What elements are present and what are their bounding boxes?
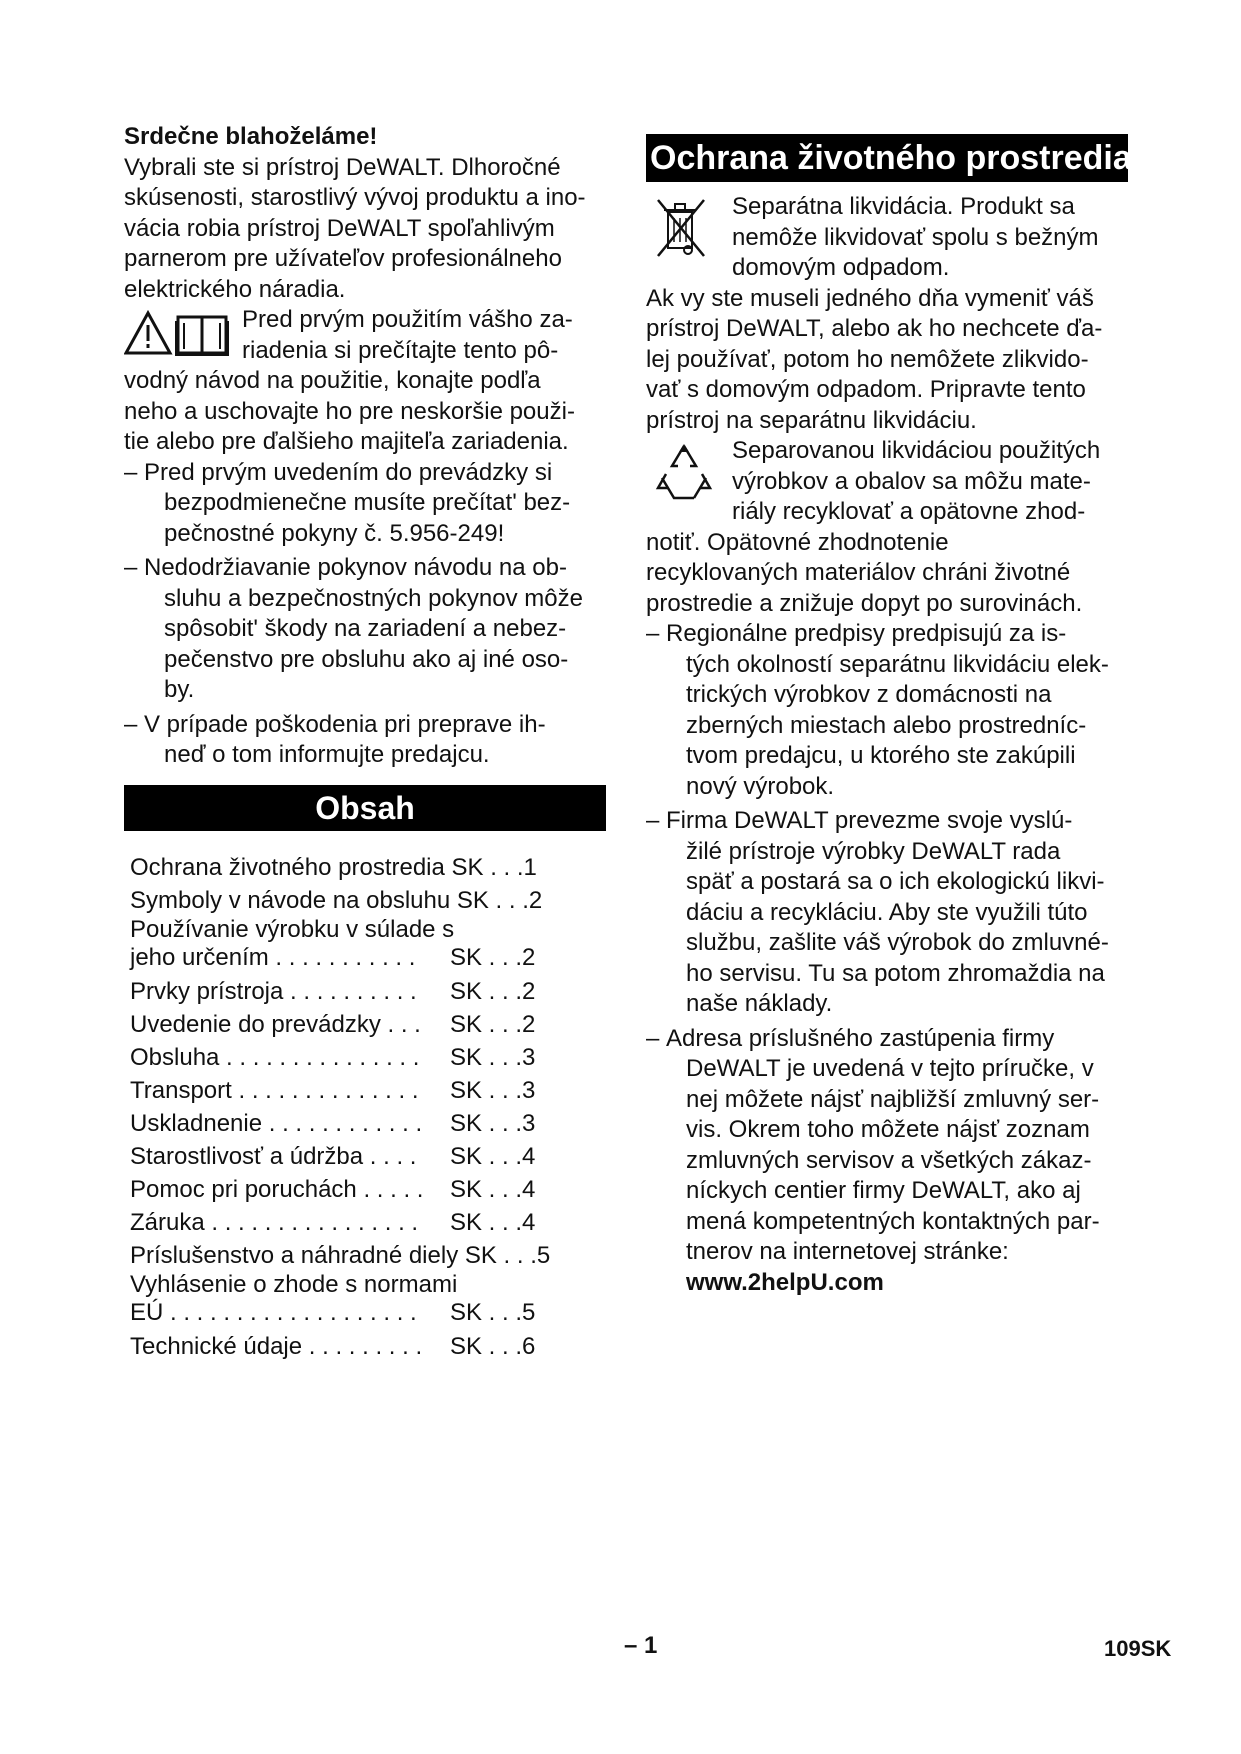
contents-heading: Obsah bbox=[124, 785, 606, 831]
disposal-line: Ak vy ste museli jedného dňa vymeniť váš bbox=[646, 284, 1094, 312]
recycle-line: výrobkov a obalov sa môžu mate- bbox=[732, 467, 1091, 495]
intro-line: skúsenosti, starostlivý vývoj produktu a ino- bbox=[124, 184, 586, 211]
disposal-line: prístroj DeWALT, alebo ak ho nechcete ďa- bbox=[646, 315, 1103, 342]
disposal-notice bbox=[646, 192, 1126, 436]
bullet-line: sluhu a bezpečnostných pokynov môže bbox=[164, 584, 583, 612]
bullet-line: DeWALT je uvedená v tejto príručke, v bbox=[686, 1055, 1094, 1082]
greeting: Srdečne blahoželáme! bbox=[124, 123, 378, 150]
toc-page: SK . . .3 bbox=[450, 1109, 536, 1137]
bullet-line: trických výrobkov z domácnosti na bbox=[686, 681, 1052, 708]
recycling-notice bbox=[646, 436, 1126, 619]
toc-entry[interactable] bbox=[130, 1206, 606, 1239]
toc-entry[interactable] bbox=[130, 884, 606, 917]
left-column bbox=[124, 122, 606, 1363]
bullet-line: naše náklady. bbox=[686, 990, 833, 1017]
recycle-line: notiť. Opätovné zhodnotenie bbox=[646, 528, 949, 556]
bullet-line: Pred prvým uvedením do prevádzky si bbox=[144, 458, 553, 486]
bullet-dash: – bbox=[124, 710, 138, 738]
toc-entry[interactable] bbox=[130, 1272, 606, 1330]
notice-line: neho a uschovajte ho pre neskoršie použi- bbox=[124, 397, 575, 425]
bullet-line: spôsobit' škody na zariadení a nebez- bbox=[164, 615, 567, 642]
bullet-line: vis. Okrem toho môžete nájsť zoznam bbox=[686, 1116, 1090, 1143]
notice-line: vodný návod na použitie, konajte podľa bbox=[124, 367, 541, 394]
bullet-dash: – bbox=[646, 1024, 660, 1052]
bullet-dash: – bbox=[646, 807, 660, 834]
toc-title: Prvky prístroja . . . . . . . . . . bbox=[130, 977, 417, 1005]
toc-title: Uvedenie do prevádzky . . . bbox=[130, 1010, 421, 1038]
bullet-item bbox=[646, 1024, 1126, 1299]
toc-title: jeho určením . . . . . . . . . . . bbox=[130, 943, 416, 971]
toc-page: SK . . .2 bbox=[450, 1010, 536, 1038]
toc-page: SK . . .3 bbox=[450, 1043, 536, 1071]
toc-entry[interactable] bbox=[130, 1239, 606, 1272]
disposal-line: vať s domovým odpadom. Pripravte tento bbox=[646, 376, 1086, 403]
bullet-item bbox=[124, 553, 606, 706]
intro-line: Vybrali ste si prístroj DeWALT. Dlhoročné bbox=[124, 153, 561, 181]
environment-heading: Ochrana životného prostredia bbox=[646, 134, 1128, 182]
intro-line: vácia robia prístroj DeWALT spoľahlivým bbox=[124, 214, 555, 242]
toc-entry[interactable] bbox=[130, 1074, 606, 1107]
bullet-item bbox=[124, 710, 606, 771]
bullet-line: mená kompetentných kontaktných par- bbox=[686, 1207, 1100, 1235]
toc-entry[interactable] bbox=[130, 1107, 606, 1140]
toc-title: Uskladnenie . . . . . . . . . . . . bbox=[130, 1109, 423, 1137]
bullet-dash: – bbox=[124, 554, 138, 581]
bullet-line: neď o tom informujte predajcu. bbox=[164, 741, 490, 768]
toc-entry[interactable] bbox=[130, 917, 606, 975]
toc-page: SK . . .4 bbox=[450, 1142, 536, 1170]
bullet-line: nový výrobok. bbox=[686, 772, 835, 800]
notice-line: Pred prvým použitím vášho za- bbox=[242, 306, 573, 333]
page-code: 109SK bbox=[1104, 1636, 1172, 1661]
right-column bbox=[646, 126, 1132, 1302]
bullet-dash: – bbox=[646, 620, 660, 647]
bullet-line: Regionálne predpisy predpisujú za is- bbox=[666, 620, 1067, 647]
toc-title: Pomoc pri poruchách . . . . . bbox=[130, 1175, 424, 1203]
toc-title: Príslušenstvo a náhradné diely SK . . .5 bbox=[130, 1241, 551, 1269]
recycle-line: riály recyklovať a opätovne zhod- bbox=[732, 498, 1086, 525]
bullet-line: zberných miestach alebo prostredníc- bbox=[686, 711, 1087, 739]
toc-title: Obsluha . . . . . . . . . . . . . . . bbox=[130, 1043, 420, 1071]
bullet-item bbox=[646, 619, 1126, 802]
toc-page: SK . . .4 bbox=[450, 1208, 536, 1236]
bullet-line: V prípade poškodenia pri preprave ih- bbox=[144, 710, 546, 738]
bullet-line: späť a postará sa o ich ekologickú likvi- bbox=[686, 868, 1105, 895]
toc-title: Používanie výrobku v súlade s bbox=[130, 915, 455, 943]
intro-line: elektrického náradia. bbox=[124, 275, 346, 303]
toc-entry[interactable] bbox=[130, 1330, 606, 1363]
bullet-line: Adresa príslušného zastúpenia firmy bbox=[666, 1024, 1055, 1052]
toc-page: SK . . .2 bbox=[450, 943, 536, 971]
toc-title: EÚ . . . . . . . . . . . . . . . . . . . bbox=[130, 1298, 417, 1326]
disposal-line: Separátna likvidácia. Produkt sa bbox=[732, 193, 1075, 220]
intro-line: parnerom pre užívateľov profesionálneho bbox=[124, 245, 562, 272]
toc-entry[interactable] bbox=[130, 1173, 606, 1206]
crossed-bin-icon bbox=[656, 198, 706, 269]
toc-entry[interactable] bbox=[130, 975, 606, 1008]
toc-entry[interactable] bbox=[130, 1008, 606, 1041]
toc-title: Ochrana životného prostredia SK . . .1 bbox=[130, 853, 537, 881]
toc-page: SK . . .4 bbox=[450, 1175, 536, 1203]
bullet-line: tnerov na internetovej stránke: bbox=[686, 1238, 1009, 1265]
notice-line: tie alebo pre ďalšieho majiteľa zariadenia. bbox=[124, 428, 569, 455]
bullet-dash: – bbox=[124, 458, 138, 486]
toc-entry[interactable] bbox=[130, 1140, 606, 1173]
warning-manual-icon bbox=[124, 309, 232, 366]
bullet-line: Nedodržiavanie pokynov návodu na ob- bbox=[144, 554, 567, 581]
page-marker: – 1 bbox=[624, 1632, 658, 1659]
disposal-line: domovým odpadom. bbox=[732, 254, 950, 281]
bullet-line: zmluvných servisov a všetkých zákaz- bbox=[686, 1146, 1092, 1174]
bullet-line: by. bbox=[164, 676, 195, 703]
toc-title: Symboly v návode na obsluhu SK . . .2 bbox=[130, 886, 543, 914]
disposal-line: nemôže likvidovať spolu s bežným bbox=[732, 223, 1099, 251]
bullet-line: žilé prístroje výrobky DeWALT rada bbox=[686, 837, 1061, 865]
toc-page: SK . . .2 bbox=[450, 977, 536, 1005]
bullet-line: pečnostné pokyny č. 5.956-249! bbox=[164, 519, 505, 547]
toc-page: SK . . .6 bbox=[450, 1332, 536, 1360]
intro-paragraph bbox=[124, 153, 606, 306]
bullet-line: bezpodmienečne musíte prečítat' bez- bbox=[164, 489, 571, 516]
bullet-line: tvom predajcu, u ktorého ste zakúpili bbox=[686, 742, 1076, 769]
bullet-line: Firma DeWALT prevezme svoje vyslú- bbox=[666, 807, 1073, 834]
toc-title: Transport . . . . . . . . . . . . . . bbox=[130, 1076, 419, 1104]
bullet-line: dáciu a recykláciu. Aby ste využili túto bbox=[686, 898, 1088, 926]
toc-page: SK . . .5 bbox=[450, 1298, 536, 1326]
bullet-line: nej môžete nájsť najbližší zmluvný ser- bbox=[686, 1085, 1100, 1113]
bullet-item bbox=[646, 806, 1126, 1020]
toc-entry[interactable] bbox=[130, 1041, 606, 1074]
toc-title: Záruka . . . . . . . . . . . . . . . . bbox=[130, 1208, 419, 1236]
bullet-line: ho servisu. Tu sa potom zhromaždia na bbox=[686, 959, 1105, 987]
toc-title: Starostlivosť a údržba . . . . bbox=[130, 1142, 417, 1170]
bullet-line: níckych centier firmy DeWALT, ako aj bbox=[686, 1177, 1081, 1204]
disposal-line: lej používať, potom ho nemôžete zlikvido- bbox=[646, 345, 1089, 373]
bullet-item bbox=[124, 458, 606, 550]
toc-title: Vyhlásenie o zhode s normami bbox=[130, 1270, 458, 1298]
read-manual-notice bbox=[124, 305, 606, 458]
disposal-line: prístroj na separátnu likvidáciu. bbox=[646, 406, 977, 434]
table-of-contents bbox=[130, 851, 606, 1363]
recycle-line: prostredie a znižuje dopyt po surovinách. bbox=[646, 589, 1083, 617]
bullet-line: pečenstvo pre obsluhu ako aj iné oso- bbox=[164, 645, 569, 673]
bullet-line: službu, zašlite váš výrobok do zmluvné- bbox=[686, 929, 1109, 956]
recycle-line: recyklovaných materiálov chráni životné bbox=[646, 559, 1071, 586]
recycle-line: Separovanou likvidáciou použitých bbox=[732, 437, 1101, 464]
toc-title: Technické údaje . . . . . . . . . bbox=[130, 1332, 423, 1360]
toc-entry[interactable] bbox=[130, 851, 606, 884]
website-link[interactable]: www.2helpU.com bbox=[686, 1268, 884, 1296]
toc-page: SK . . .3 bbox=[450, 1076, 536, 1104]
recycle-icon bbox=[654, 440, 714, 509]
notice-line: riadenia si prečítajte tento pô- bbox=[242, 336, 559, 364]
bullet-line: tých okolností separátnu likvidáciu elek- bbox=[686, 650, 1109, 678]
